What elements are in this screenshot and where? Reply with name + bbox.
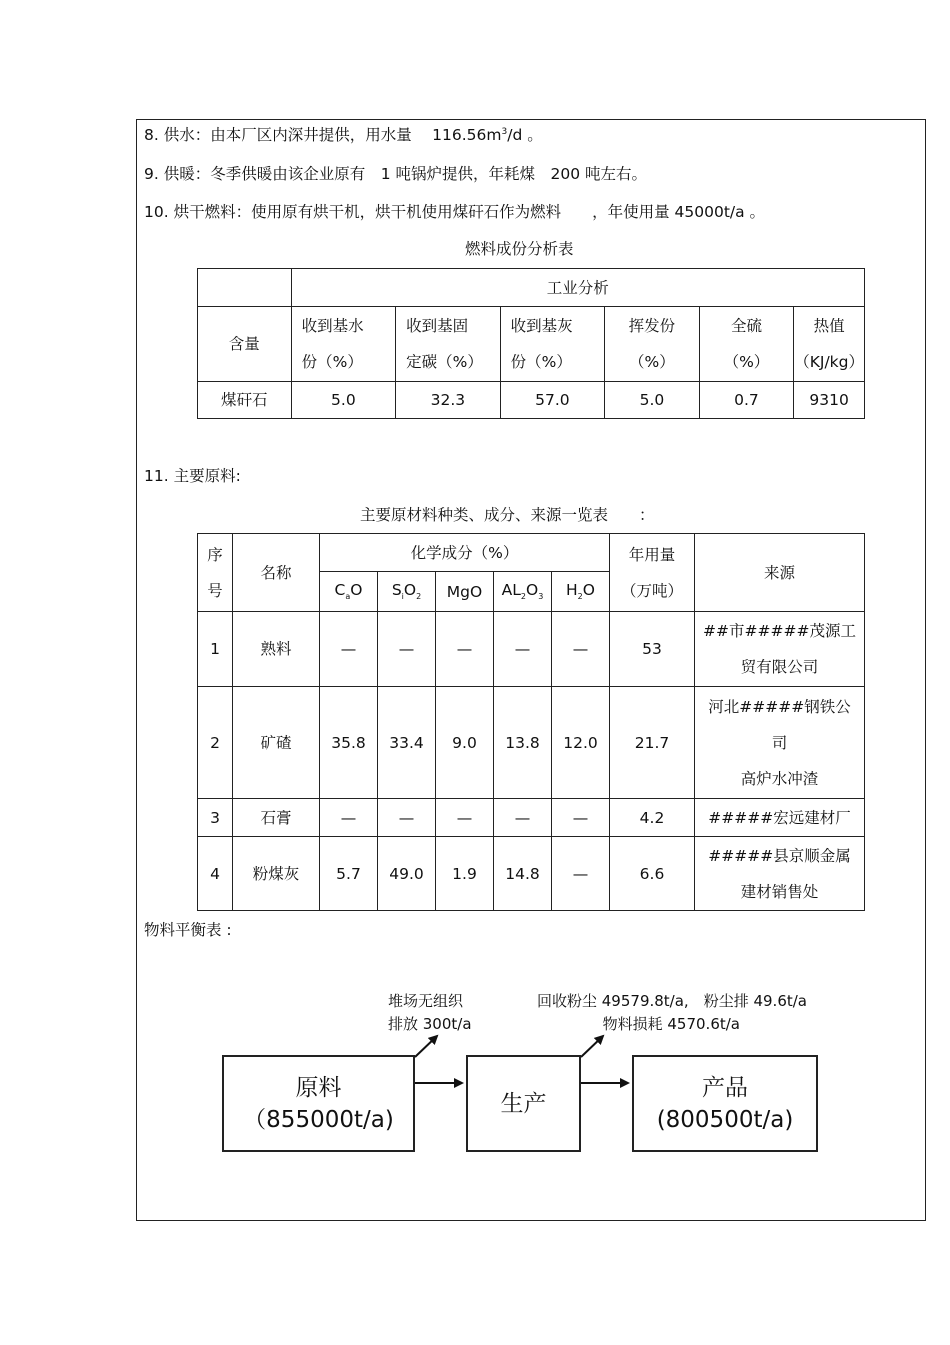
name-cell: 石膏: [233, 799, 320, 837]
value-cell: —: [494, 799, 552, 837]
value-cell: 5.7: [320, 837, 378, 911]
emission-label: 堆场无组织 排放 300t/a: [388, 992, 472, 1033]
usage-header: 年用量 （万吨）: [610, 534, 695, 612]
seq-header: 序 号: [198, 534, 233, 612]
heating-line: 9. 供暖：冬季供暖由该企业原有 1 吨锅炉提供，年耗煤 200 吨左右。: [144, 165, 648, 183]
raw-material-box: 原料 （855000t/a): [222, 1055, 415, 1152]
usage-cell: 21.7: [610, 687, 695, 799]
row-name: 煤矸石: [198, 382, 292, 419]
value-cell: —: [378, 612, 436, 687]
value-cell: 57.0: [500, 382, 605, 419]
value-cell: 33.4: [378, 687, 436, 799]
column-header: 挥发份 （%）: [605, 307, 700, 382]
chem-col-cao: $C_aO$: [320, 572, 378, 612]
chem-col-al2o3: $AL_2O_3$: [494, 572, 552, 612]
seq-cell: 2: [198, 687, 233, 799]
seq-cell: 3: [198, 799, 233, 837]
column-header: 全硫 （%）: [699, 307, 794, 382]
row-header: 含量: [198, 307, 292, 382]
drying-fuel-line: 10. 烘干燃料：使用原有烘干机，烘干机使用煤矸石作为燃料 ，年使用量 45000t/a 。: [144, 203, 766, 221]
loss-label: 回收粉尘 49579.8t/a, 粉尘排 49.6t/a 物料损耗 4570.6t/a: [537, 992, 807, 1033]
source-header: 来源: [695, 534, 865, 612]
value-cell: 35.8: [320, 687, 378, 799]
source-cell: #####县京顺金属 建材销售处: [695, 837, 865, 911]
chem-header: 化学成分（%）: [320, 534, 610, 572]
chem-col-h2o: $H_2O$: [552, 572, 610, 612]
usage-cell: 53: [610, 612, 695, 687]
value-cell: —: [552, 799, 610, 837]
source-cell: 河北#####钢铁公 司 高炉水冲渣: [695, 687, 865, 799]
fuel-table-caption: 燃料成份分析表: [465, 240, 574, 258]
value-cell: 12.0: [552, 687, 610, 799]
usage-cell: 6.6: [610, 837, 695, 911]
arrow-emission: [415, 1036, 437, 1057]
value-cell: 1.9: [436, 837, 494, 911]
value-cell: 9.0: [436, 687, 494, 799]
value-cell: 49.0: [378, 837, 436, 911]
materials-heading: 11. 主要原料:: [144, 467, 241, 485]
value-cell: —: [378, 799, 436, 837]
value-cell: —: [552, 612, 610, 687]
value-cell: —: [320, 612, 378, 687]
materials-table-caption: 主要原材料种类、成分、来源一览表 ：: [360, 506, 655, 524]
product-box: 产品 (800500t/a): [632, 1055, 818, 1152]
value-cell: —: [320, 799, 378, 837]
value-cell: —: [436, 799, 494, 837]
value-cell: 9310: [794, 382, 865, 419]
source-cell: #####宏远建材厂: [695, 799, 865, 837]
value-cell: 32.3: [396, 382, 501, 419]
value-cell: —: [494, 612, 552, 687]
column-header: 热值 （KJ/kg）: [794, 307, 865, 382]
column-header: 收到基灰 份（%）: [500, 307, 605, 382]
name-header: 名称: [233, 534, 320, 612]
water-supply-line: 8. 供水：由本厂区内深井提供，用水量 $116.56m^3/d$ 。: [144, 126, 543, 144]
balance-heading: 物料平衡表 :: [144, 921, 232, 939]
seq-cell: 1: [198, 612, 233, 687]
name-cell: 熟料: [233, 612, 320, 687]
value-cell: 14.8: [494, 837, 552, 911]
usage-cell: 4.2: [610, 799, 695, 837]
seq-cell: 4: [198, 837, 233, 911]
arrow-loss: [581, 1036, 603, 1057]
group-header: 工业分析: [291, 269, 864, 307]
value-cell: —: [436, 612, 494, 687]
value-cell: 0.7: [699, 382, 794, 419]
chem-col-mgo: MgO: [436, 572, 494, 612]
value-cell: 13.8: [494, 687, 552, 799]
value-cell: 5.0: [291, 382, 396, 419]
value-cell: —: [552, 837, 610, 911]
name-cell: 矿碴: [233, 687, 320, 799]
value-cell: 5.0: [605, 382, 700, 419]
source-cell: ##市#####茂源工 贸有限公司: [695, 612, 865, 687]
name-cell: 粉煤灰: [233, 837, 320, 911]
production-box: 生产: [466, 1055, 581, 1152]
column-header: 收到基水 份（%）: [291, 307, 396, 382]
chem-col-sio2: $S_iO_2$: [378, 572, 436, 612]
column-header: 收到基固 定碳（%）: [396, 307, 501, 382]
